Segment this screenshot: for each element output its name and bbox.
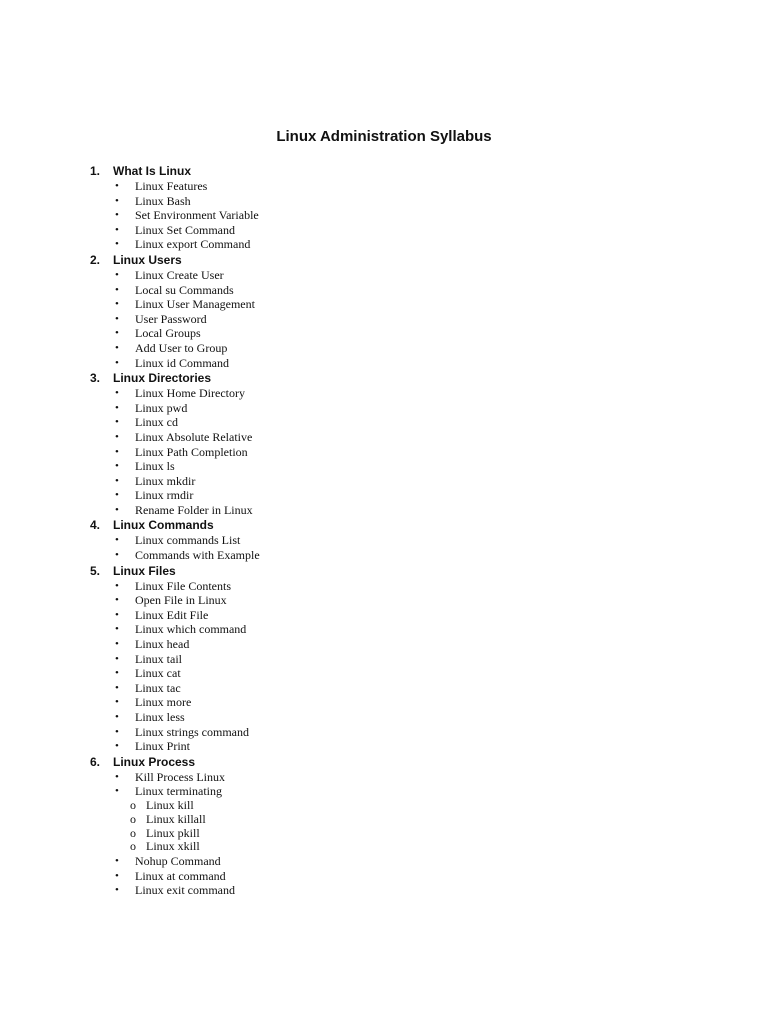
bullet-icon: • xyxy=(115,667,119,680)
bullet-icon: • xyxy=(115,740,119,753)
topic-item xyxy=(90,283,260,298)
topic-label: Linux Home Directory xyxy=(135,386,245,401)
topic-item xyxy=(90,459,260,474)
topic-label: Linux exit command xyxy=(135,883,235,898)
topic-item xyxy=(90,548,260,563)
bullet-icon: • xyxy=(115,209,119,222)
bullet-icon: • xyxy=(115,474,119,487)
topic-list xyxy=(90,579,260,754)
topic-item xyxy=(90,579,260,594)
bullet-icon: • xyxy=(115,785,119,798)
topic-item xyxy=(90,681,260,696)
topic-label: Nohup Command xyxy=(135,854,221,869)
topic-item xyxy=(90,652,260,667)
topic-label: Linux Bash xyxy=(135,193,191,208)
subtopic-list xyxy=(90,799,260,854)
section-number: 4. xyxy=(90,518,101,533)
topic-list xyxy=(90,533,260,562)
topic-label: Linux tac xyxy=(135,680,181,695)
bullet-icon: • xyxy=(115,770,119,783)
topic-item xyxy=(90,401,260,416)
topic-item xyxy=(90,326,260,341)
topic-label: Linux strings command xyxy=(135,724,249,739)
topic-label: Linux Create User xyxy=(135,267,224,282)
topic-label: Linux more xyxy=(135,695,192,710)
bullet-icon: • xyxy=(115,594,119,607)
section-title: What Is Linux xyxy=(113,164,191,178)
bullet-icon: • xyxy=(115,327,119,340)
topic-label: Linux User Management xyxy=(135,297,255,312)
topic-item xyxy=(90,386,260,401)
bullet-icon: • xyxy=(115,681,119,694)
bullet-icon: • xyxy=(115,623,119,636)
bullet-icon: • xyxy=(115,180,119,192)
bullet-icon: • xyxy=(115,430,119,443)
topic-item xyxy=(90,784,260,799)
circle-bullet-icon: o xyxy=(130,811,136,826)
bullet-icon: • xyxy=(115,460,119,473)
topic-label: Add User to Group xyxy=(135,340,228,355)
bullet-icon: • xyxy=(115,223,119,236)
subtopic-item xyxy=(90,827,260,841)
topic-item xyxy=(90,268,260,283)
topic-label: Set Environment Variable xyxy=(135,208,259,223)
bullet-icon: • xyxy=(115,238,119,251)
bullet-icon: • xyxy=(115,489,119,502)
subtopic-item xyxy=(90,813,260,827)
topic-label: Linux which command xyxy=(135,622,247,637)
topic-label: Commands with Example xyxy=(135,548,260,563)
bullet-icon: • xyxy=(115,416,119,429)
section-heading xyxy=(90,370,260,386)
topic-item xyxy=(90,488,260,503)
section-number: 5. xyxy=(90,563,101,578)
topic-item xyxy=(90,533,260,548)
topic-item xyxy=(90,608,260,623)
topic-label: Rename Folder in Linux xyxy=(135,502,253,517)
topic-list xyxy=(90,268,260,370)
syllabus-section xyxy=(90,370,260,517)
topic-item xyxy=(90,869,260,884)
document-title: Linux Administration Syllabus xyxy=(276,128,492,145)
topic-item xyxy=(90,739,260,754)
bullet-icon: • xyxy=(115,652,119,665)
topic-label: Linux ls xyxy=(135,459,175,474)
section-title: Linux Directories xyxy=(113,371,212,386)
section-heading xyxy=(90,754,260,770)
section-title: Linux Files xyxy=(113,563,176,578)
subtopic-label: Linux killall xyxy=(146,811,206,826)
topic-label: Linux head xyxy=(135,637,190,652)
bullet-icon: • xyxy=(115,503,119,516)
bullet-icon: • xyxy=(115,638,119,651)
topic-label: Open File in Linux xyxy=(135,593,227,608)
syllabus-section xyxy=(90,163,260,252)
topic-label: Linux Absolute Relative xyxy=(135,429,253,444)
section-heading xyxy=(90,563,260,579)
topic-label: User Password xyxy=(135,311,207,326)
topic-item xyxy=(90,194,260,209)
bullet-icon: • xyxy=(115,312,119,325)
circle-bullet-icon: o xyxy=(130,797,136,812)
topic-label: Linux Path Completion xyxy=(135,444,248,459)
topic-item xyxy=(90,637,260,652)
bullet-icon: • xyxy=(115,696,119,709)
topic-item xyxy=(90,593,260,608)
topic-label: Linux terminating xyxy=(135,784,222,799)
topic-label: Linux commands List xyxy=(135,533,241,548)
subtopic-item xyxy=(90,840,260,854)
topic-item xyxy=(90,430,260,445)
topic-item xyxy=(90,208,260,223)
bullet-icon: • xyxy=(115,711,119,723)
bullet-icon: • xyxy=(115,445,119,458)
subtopic-item xyxy=(90,799,260,813)
topic-item xyxy=(90,415,260,430)
topic-item xyxy=(90,503,260,518)
topic-label: Kill Process Linux xyxy=(135,769,225,784)
topic-item xyxy=(90,223,260,238)
circle-bullet-icon: o xyxy=(130,839,136,854)
circle-bullet-icon: o xyxy=(130,825,136,840)
topic-label: Linux Edit File xyxy=(135,607,209,622)
topic-item xyxy=(90,725,260,740)
section-heading xyxy=(90,163,260,179)
syllabus-sections xyxy=(90,163,260,898)
bullet-icon: • xyxy=(115,356,119,369)
section-number: 6. xyxy=(90,754,101,769)
topic-item xyxy=(90,297,260,312)
topic-item xyxy=(90,770,260,785)
syllabus-section xyxy=(90,563,260,754)
subtopic-label: Linux pkill xyxy=(146,825,200,840)
topic-list xyxy=(90,386,260,517)
topic-item xyxy=(90,666,260,681)
bullet-icon: • xyxy=(115,298,119,311)
section-heading xyxy=(90,517,260,533)
section-heading xyxy=(90,252,260,268)
section-number: 3. xyxy=(90,371,101,386)
topic-label: Linux File Contents xyxy=(135,578,231,593)
bullet-icon: • xyxy=(115,387,119,400)
topic-item xyxy=(90,622,260,637)
bullet-icon: • xyxy=(115,549,119,562)
topic-label: Linux Set Command xyxy=(135,222,235,237)
topic-label: Linux Print xyxy=(135,739,191,754)
topic-label: Linux rmdir xyxy=(135,488,194,503)
topic-label: Local Groups xyxy=(135,326,201,341)
topic-item xyxy=(90,474,260,489)
section-number: 1. xyxy=(90,164,101,178)
bullet-icon: • xyxy=(115,725,119,738)
syllabus-section xyxy=(90,252,260,370)
topic-list xyxy=(90,770,260,898)
bullet-icon: • xyxy=(115,855,119,868)
topic-label: Linux pwd xyxy=(135,400,188,415)
bullet-icon: • xyxy=(115,534,119,547)
topic-item xyxy=(90,695,260,710)
section-title: Linux Users xyxy=(113,252,182,267)
section-number: 2. xyxy=(90,252,101,267)
topic-item xyxy=(90,356,260,371)
subtopic-label: Linux xkill xyxy=(146,839,200,854)
topic-label: Linux export Command xyxy=(135,237,251,252)
bullet-icon: • xyxy=(115,884,119,897)
bullet-icon: • xyxy=(115,268,119,281)
syllabus-section xyxy=(90,754,260,898)
topic-list xyxy=(90,179,260,252)
bullet-icon: • xyxy=(115,283,119,296)
topic-item xyxy=(90,237,260,252)
topic-label: Linux cd xyxy=(135,415,178,430)
bullet-icon: • xyxy=(115,608,119,621)
bullet-icon: • xyxy=(115,194,119,207)
section-title: Linux Commands xyxy=(113,518,214,533)
topic-label: Linux cat xyxy=(135,666,181,681)
bullet-icon: • xyxy=(115,579,119,592)
topic-label: Local su Commands xyxy=(135,282,234,297)
topic-item xyxy=(90,341,260,356)
topic-label: Linux at command xyxy=(135,868,226,883)
topic-label: Linux less xyxy=(135,710,185,724)
topic-item xyxy=(90,883,260,898)
bullet-icon: • xyxy=(115,401,119,414)
topic-label: Linux mkdir xyxy=(135,473,196,488)
topic-item xyxy=(90,710,260,725)
topic-label: Linux Features xyxy=(135,179,208,193)
bullet-icon: • xyxy=(115,341,119,354)
topic-label: Linux tail xyxy=(135,651,182,666)
section-title: Linux Process xyxy=(113,754,196,769)
bullet-icon: • xyxy=(115,869,119,882)
subtopic-label: Linux kill xyxy=(146,797,194,812)
topic-item xyxy=(90,854,260,869)
topic-label: Linux id Command xyxy=(135,355,229,370)
topic-item xyxy=(90,179,260,194)
topic-item xyxy=(90,312,260,327)
syllabus-section xyxy=(90,517,260,562)
topic-item xyxy=(90,445,260,460)
